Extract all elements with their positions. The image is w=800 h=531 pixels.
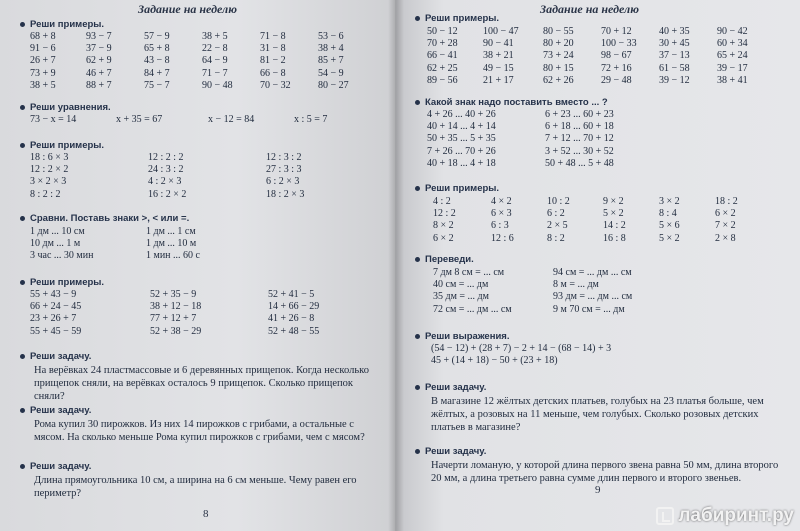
exercise-item: 72 см = ... дм ... см — [433, 303, 512, 315]
exercise-grid — [30, 31, 378, 92]
exercise-item: 35 дм = ... дм — [433, 291, 489, 303]
compare-grid — [427, 109, 675, 170]
exercise-item: 81 − 2 — [260, 55, 286, 67]
exercise-item: 90 − 48 — [202, 79, 233, 91]
exercise-item: 66 − 41 — [427, 50, 458, 62]
left-page — [0, 0, 395, 531]
section-title: Реши задачу. — [20, 351, 91, 362]
exercise-item: 73 − x = 14 — [30, 114, 77, 125]
bullet-icon — [20, 105, 25, 110]
exercise-item: 6 : 2 × 3 — [266, 176, 300, 188]
page-number: 8 — [203, 508, 209, 520]
exercise-item: 66 + 24 − 45 — [30, 301, 82, 313]
exercise-item: 6 × 2 — [715, 208, 736, 220]
exercise-item: 52 + 48 − 55 — [268, 325, 320, 337]
exercise-item: 7 дм 8 см = ... см — [433, 267, 505, 278]
exercise-item: 6 + 23 ... 60 + 23 — [545, 109, 614, 120]
exercise-item: 43 − 8 — [144, 55, 170, 67]
exercise-item: 14 + 66 − 29 — [268, 301, 320, 313]
exercise-item: 1 мин ... 60 с — [146, 250, 200, 262]
exercise-item: 4 : 2 × 3 — [148, 176, 182, 188]
exercise-item: 46 + 7 — [86, 67, 112, 79]
section-title: Переведи. — [415, 254, 474, 265]
exercise-item: 73 + 24 — [543, 50, 574, 62]
exercise-item: 98 − 67 — [601, 50, 632, 62]
exercise-item: 3 + 52 ... 30 + 52 — [545, 145, 614, 157]
exercise-item: 91 − 6 — [30, 43, 56, 55]
section-title: Реши примеры. — [415, 183, 499, 194]
exercise-item: 60 + 34 — [717, 38, 748, 50]
exercise-item: 37 − 13 — [659, 50, 690, 62]
task-text: Длина прямоугольника 10 см, а ширина на 6 см меньше. Чему равен его периметр? — [34, 475, 357, 500]
exercise-item: 22 − 8 — [202, 43, 228, 55]
exercise-item: 80 − 27 — [318, 79, 349, 91]
section-title: Реши примеры. — [20, 277, 104, 288]
exercise-item: 18 : 6 × 3 — [30, 152, 69, 163]
exercise-item: 55 + 45 − 59 — [30, 325, 82, 337]
exercise-item: 66 − 8 — [260, 67, 286, 79]
exercise-item: 8 : 2 — [547, 232, 565, 244]
exercise-item: 77 + 12 + 7 — [150, 313, 197, 325]
bullet-icon — [20, 408, 25, 413]
exercise-item: 70 + 28 — [427, 38, 458, 50]
exercise-item: 73 + 9 — [30, 67, 56, 79]
exercise-item: 55 + 43 − 9 — [30, 289, 77, 300]
exercise-item: 40 + 14 ... 4 + 14 — [427, 121, 496, 133]
exercise-grid — [427, 26, 775, 87]
exercise-item: 1 дм ... 1 см — [146, 226, 196, 237]
bullet-icon — [20, 216, 25, 221]
exercise-grid — [30, 289, 368, 338]
watermark: лабиринт.ру — [656, 505, 794, 527]
exercise-item: 75 − 7 — [144, 79, 170, 91]
bullet-icon — [20, 143, 25, 148]
exercise-item: 27 : 3 : 3 — [266, 164, 302, 176]
exercise-item: x + 35 = 67 — [116, 114, 163, 125]
exercise-item: 12 : 2 × 2 — [30, 164, 69, 176]
bullet-icon — [20, 354, 25, 359]
exercise-item: 80 + 15 — [543, 62, 574, 74]
expression-item: (54 − 12) + (28 + 7) − 2 + 14 − (68 − 14) + 3 — [431, 343, 612, 354]
exercise-item: 4 : 2 — [433, 196, 451, 207]
exercise-item: 84 + 7 — [144, 67, 170, 79]
exercise-item: 100 − 47 — [483, 26, 519, 37]
exercise-item: 57 − 9 — [144, 31, 170, 42]
bullet-icon — [415, 257, 420, 262]
exercise-item: 4 × 2 — [491, 196, 512, 207]
exercise-item: 12 : 2 — [433, 208, 456, 220]
exercise-item: 30 + 45 — [659, 38, 690, 50]
exercise-item: 50 + 35 ... 5 + 35 — [427, 133, 496, 145]
exercise-item: 40 + 18 ... 4 + 18 — [427, 157, 496, 169]
exercise-item: 50 + 48 ... 5 + 48 — [545, 157, 614, 169]
exercise-item: 90 − 41 — [483, 38, 514, 50]
exercise-item: 26 + 7 — [30, 55, 56, 67]
exercise-item: 52 + 38 − 29 — [150, 325, 202, 337]
exercise-item: 7 × 2 — [715, 220, 736, 232]
exercise-item: 5 × 2 — [603, 208, 624, 220]
bullet-icon — [415, 449, 420, 454]
exercise-item: 6 : 2 — [547, 208, 565, 220]
exercise-item: 2 × 8 — [715, 232, 736, 244]
exercise-item: 37 − 9 — [86, 43, 112, 55]
convert-grid — [433, 267, 683, 316]
exercise-item: 9 × 2 — [603, 196, 624, 207]
exercise-item: 71 − 7 — [202, 67, 228, 79]
exercise-item: 65 + 8 — [144, 43, 170, 55]
exercise-item: 18 : 2 × 3 — [266, 188, 305, 200]
exercise-item: 38 + 12 − 18 — [150, 301, 202, 313]
task-text: В магазине 12 жёлтых детских платьев, голубых на 23 платья больше, чем жёлтых, а розовых на 11 меньше, чем голубых. Сколько розовых детских платьев в магазине? — [431, 396, 764, 434]
exercise-item: 21 + 17 — [483, 74, 514, 86]
section-title: Сравни. Поставь знаки >, < или =. — [20, 213, 189, 224]
exercise-item: 8 × 2 — [433, 220, 454, 232]
exercise-item: 3 час ... 30 мин — [30, 250, 94, 262]
exercise-item: 7 + 26 ... 70 + 26 — [427, 145, 496, 157]
exercise-item: 65 + 24 — [717, 50, 748, 62]
bullet-icon — [415, 186, 420, 191]
exercise-item: 6 × 3 — [491, 208, 512, 220]
exercise-item: 72 + 16 — [601, 62, 632, 74]
exercise-item: x : 5 = 7 — [294, 114, 328, 125]
exercise-item: 1 дм ... 10 м — [146, 238, 197, 250]
exercise-item: 18 : 2 — [715, 196, 738, 207]
bullet-icon — [415, 100, 420, 105]
page-header: Задание на неделю — [540, 2, 639, 16]
exercise-item: 29 − 48 — [601, 74, 632, 86]
exercise-item: 3 × 2 × 3 — [30, 176, 67, 188]
exercise-item: 6 × 2 — [433, 232, 454, 244]
exercise-item: 5 × 6 — [659, 220, 680, 232]
bullet-icon — [415, 334, 420, 339]
compare-grid — [30, 226, 266, 263]
section-title: Реши задачу. — [20, 405, 91, 416]
task-text: На верёвках 24 пластмассовые и 6 деревянных прищепок. Когда несколько прищепок сняли, на верёвках осталось 9 прищепок. Сколько прищепок сняли? — [34, 365, 369, 403]
expression-list — [431, 343, 611, 368]
exercise-item: 52 + 35 − 9 — [150, 289, 197, 300]
exercise-item: 61 − 58 — [659, 62, 690, 74]
exercise-item: 70 + 12 — [601, 26, 632, 37]
exercise-item: 90 − 42 — [717, 26, 748, 37]
exercise-item: 38 + 5 — [202, 31, 228, 42]
section-title: Реши задачу. — [415, 446, 486, 457]
exercise-grid — [30, 152, 366, 201]
exercise-item: 23 + 26 + 7 — [30, 313, 77, 325]
section-title: Какой знак надо поставить вместо ... ? — [415, 97, 608, 108]
bullet-icon — [20, 464, 25, 469]
section-title: Реши примеры. — [415, 13, 499, 24]
section-title: Реши примеры. — [20, 19, 104, 30]
exercise-item: 16 : 2 × 2 — [148, 188, 187, 200]
exercise-item: 93 дм = ... дм ... см — [553, 291, 633, 303]
exercise-item: 31 − 8 — [260, 43, 286, 55]
exercise-item: 24 : 3 : 2 — [148, 164, 184, 176]
exercise-item: 1 дм ... 10 см — [30, 226, 85, 237]
exercise-item: 8 : 4 — [659, 208, 677, 220]
exercise-item: 16 : 8 — [603, 232, 626, 244]
exercise-item: 88 + 7 — [86, 79, 112, 91]
exercise-item: 49 − 15 — [483, 62, 514, 74]
exercise-item: 12 : 3 : 2 — [266, 152, 302, 163]
bullet-icon — [20, 280, 25, 285]
exercise-grid — [433, 196, 771, 245]
task-text: Рома купил 30 пирожков. Из них 14 пирожков с грибами, а остальные с мясом. На сколько меньше Рома купил пирожков с грибами, чем с мясом? — [34, 419, 365, 444]
exercise-item: 2 × 5 — [547, 220, 568, 232]
exercise-item: 14 : 2 — [603, 220, 626, 232]
exercise-item: 94 см = ... дм ... см — [553, 267, 632, 278]
exercise-item: 12 : 2 : 2 — [148, 152, 184, 163]
exercise-item: 64 − 9 — [202, 55, 228, 67]
exercise-item: 62 + 25 — [427, 62, 458, 74]
bullet-icon — [415, 385, 420, 390]
exercise-item: 12 : 6 — [491, 232, 514, 244]
exercise-item: 8 м = ... дм — [553, 279, 599, 291]
labirint-logo-icon — [656, 507, 674, 525]
exercise-item: 7 + 12 ... 70 + 12 — [545, 133, 614, 145]
exercise-item: 38 + 41 — [717, 74, 748, 86]
exercise-item: 80 + 20 — [543, 38, 574, 50]
page-number: 9 — [595, 484, 601, 496]
exercise-item: 41 + 26 − 8 — [268, 313, 315, 325]
task-text: Начерти ломаную, у которой длина первого звена равна 50 мм, длина второго 20 мм, а длина третьего равна сумме длин первого и второго звеньев. — [431, 460, 779, 485]
exercise-item: 6 : 3 — [491, 220, 509, 232]
exercise-item: 10 : 2 — [547, 196, 570, 207]
exercise-item: 38 + 21 — [483, 50, 514, 62]
bullet-icon — [20, 22, 25, 27]
exercise-item: 89 − 56 — [427, 74, 458, 86]
section-title: Реши уравнения. — [20, 102, 111, 113]
exercise-item: 93 − 7 — [86, 31, 112, 42]
exercise-item: 62 + 26 — [543, 74, 574, 86]
expression-item: 45 + (14 + 18) − 50 + (23 + 18) — [431, 355, 558, 367]
exercise-item: 10 дм ... 1 м — [30, 238, 81, 250]
section-title: Реши задачу. — [20, 461, 91, 472]
exercise-item: 40 см = ... дм — [433, 279, 489, 291]
section-title: Реши задачу. — [415, 382, 486, 393]
exercise-item: 39 − 12 — [659, 74, 690, 86]
exercise-item: x − 12 = 84 — [208, 114, 255, 125]
bullet-icon — [415, 16, 420, 21]
exercise-item: 80 − 55 — [543, 26, 574, 37]
exercise-item: 8 : 2 : 2 — [30, 188, 61, 200]
exercise-item: 70 − 32 — [260, 79, 291, 91]
exercise-item: 68 + 8 — [30, 31, 56, 42]
exercise-item: 54 − 9 — [318, 67, 344, 79]
exercise-item: 38 + 4 — [318, 43, 344, 55]
page-header: Задание на неделю — [138, 2, 237, 16]
exercise-item: 71 − 8 — [260, 31, 286, 42]
exercise-item: 53 − 6 — [318, 31, 344, 42]
exercise-item: 4 + 26 ... 40 + 26 — [427, 109, 496, 120]
exercise-item: 50 − 12 — [427, 26, 458, 37]
exercise-item: 52 + 41 − 5 — [268, 289, 315, 300]
exercise-item: 100 − 33 — [601, 38, 637, 50]
right-page — [395, 0, 800, 531]
section-title: Реши выражения. — [415, 331, 509, 342]
exercise-item: 5 × 2 — [659, 232, 680, 244]
exercise-item: 62 + 9 — [86, 55, 112, 67]
exercise-item: 6 + 18 ... 60 + 18 — [545, 121, 614, 133]
exercise-item: 9 м 70 см = ... дм — [553, 303, 625, 315]
exercise-item: 39 − 17 — [717, 62, 748, 74]
exercise-item: 3 × 2 — [659, 196, 680, 207]
exercise-item: 38 + 5 — [30, 79, 56, 91]
equation-row — [30, 114, 374, 126]
section-title: Реши примеры. — [20, 140, 104, 151]
exercise-item: 40 + 35 — [659, 26, 690, 37]
exercise-item: 85 + 7 — [318, 55, 344, 67]
